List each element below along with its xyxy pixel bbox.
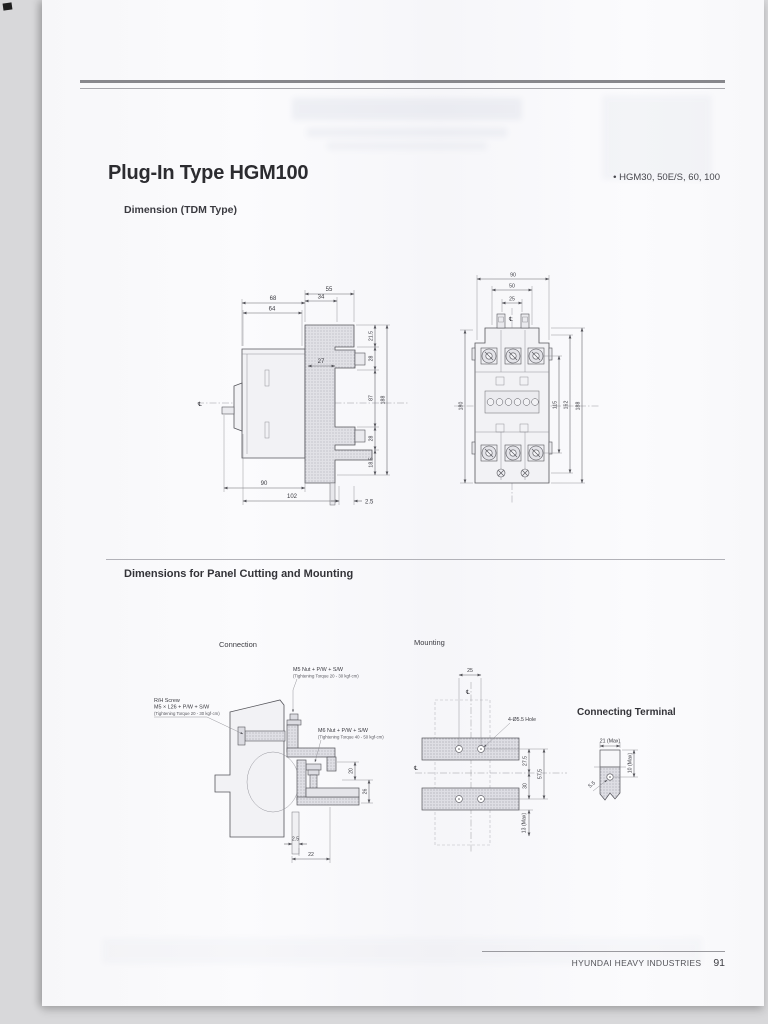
dim-55: 55 (325, 287, 333, 293)
annotation-rh-screw: R/H Screw (154, 698, 180, 704)
header-rule-thin (80, 88, 725, 89)
show-through-artifact (307, 128, 507, 137)
dim-188: 188 (575, 401, 582, 411)
dim-28b: 28 (368, 435, 375, 442)
dim-27-5: 27.5 (522, 755, 529, 767)
dim-90: 90 (260, 481, 268, 487)
annotation-rh-screw-spec: M5 × L26 + P/W + S/W (154, 704, 210, 711)
connecting-terminal-drawing (582, 735, 692, 820)
section-divider-rule (106, 559, 725, 560)
centerline-symbol: ℄ (414, 766, 418, 772)
centerline-symbol: ℄ (466, 690, 470, 696)
connection-label: Connection (219, 640, 257, 649)
dim-90: 90 (510, 272, 516, 279)
connection-drawing (147, 660, 402, 875)
dim-5-5: 5.5 (587, 780, 597, 790)
dim-50: 50 (509, 283, 515, 290)
dim-57-5: 57.5 (537, 768, 544, 780)
dim-188: 188 (380, 395, 387, 405)
footer-brand: HYUNDAI HEAVY INDUSTRIES (571, 958, 702, 968)
document-page (42, 0, 764, 1006)
show-through-artifact (602, 95, 712, 180)
dim-27: 27 (317, 359, 325, 365)
dim-115: 115 (552, 400, 559, 410)
front-view-drawing (452, 272, 637, 517)
header-rule-thick (80, 80, 725, 83)
annotation-m5-nut: M5 Nut + P/W + S/W (293, 667, 344, 673)
footer-page-number: 91 (713, 957, 725, 969)
dim-30: 30 (522, 783, 529, 789)
section-heading-panel: Dimensions for Panel Cutting and Mounting (124, 568, 354, 580)
dim-2-5: 2.5 (291, 836, 300, 843)
dim-21-max: 21 (Max) (599, 738, 621, 745)
scan-corner-artifact (3, 2, 13, 10)
mounting-label: Mounting (414, 638, 445, 647)
dim-26: 26 (362, 788, 369, 795)
page-title: Plug-In Type HGM100 (108, 162, 309, 184)
connecting-terminal-label: Connecting Terminal (577, 707, 676, 718)
side-view-geometry (197, 325, 409, 505)
centerline-symbol: ℄ (198, 402, 202, 408)
dim-2-5: 2.5 (365, 499, 374, 506)
dim-87: 87 (368, 395, 375, 401)
annotation-rh-screw-torque: (Tightening Torque 20 - 30 kgf·cm) (154, 711, 220, 716)
footer-rule (482, 951, 725, 952)
dim-25: 25 (509, 296, 515, 303)
dim-13-max: 13 (Max) (521, 812, 528, 834)
dim-34: 34 (317, 294, 325, 301)
dim-18-5: 18.5 (368, 457, 375, 468)
dim-162: 162 (563, 400, 570, 410)
dim-28a: 28 (368, 355, 375, 362)
dim-102: 102 (286, 494, 298, 500)
annotation-m6-nut-torque: (Tightening Torque 40 - 50 kgf·cm) (318, 734, 384, 740)
model-list: • HGM30, 50E/S, 60, 100 (613, 172, 720, 183)
annotation-m6-nut: M6 Nut + P/W + S/W (318, 728, 369, 734)
dim-22: 22 (308, 852, 314, 858)
dim-20: 20 (348, 768, 355, 774)
annotation-m5-nut-torque: (Tightening Torque 20 - 30 kgf·cm) (293, 673, 359, 679)
dim-21-5: 21.5 (368, 330, 375, 342)
footer (482, 957, 725, 969)
dim-64: 64 (268, 306, 276, 313)
dim-10-max: 10 (Max) (627, 752, 634, 774)
centerline-symbol: ℄ (509, 317, 513, 323)
dim-180: 180 (458, 401, 465, 411)
dim-25: 25 (467, 668, 473, 674)
section-heading-dimension: Dimension (TDM Type) (124, 204, 237, 216)
side-view-drawing (197, 270, 412, 518)
connection-geometry (215, 700, 359, 854)
show-through-artifact (327, 142, 487, 150)
hole-note: 4-Ø5.5 Hole (508, 717, 536, 723)
terminal-geometry (594, 750, 626, 800)
show-through-artifact (292, 98, 522, 120)
dim-68: 68 (269, 296, 277, 302)
mounting-drawing (412, 660, 572, 875)
